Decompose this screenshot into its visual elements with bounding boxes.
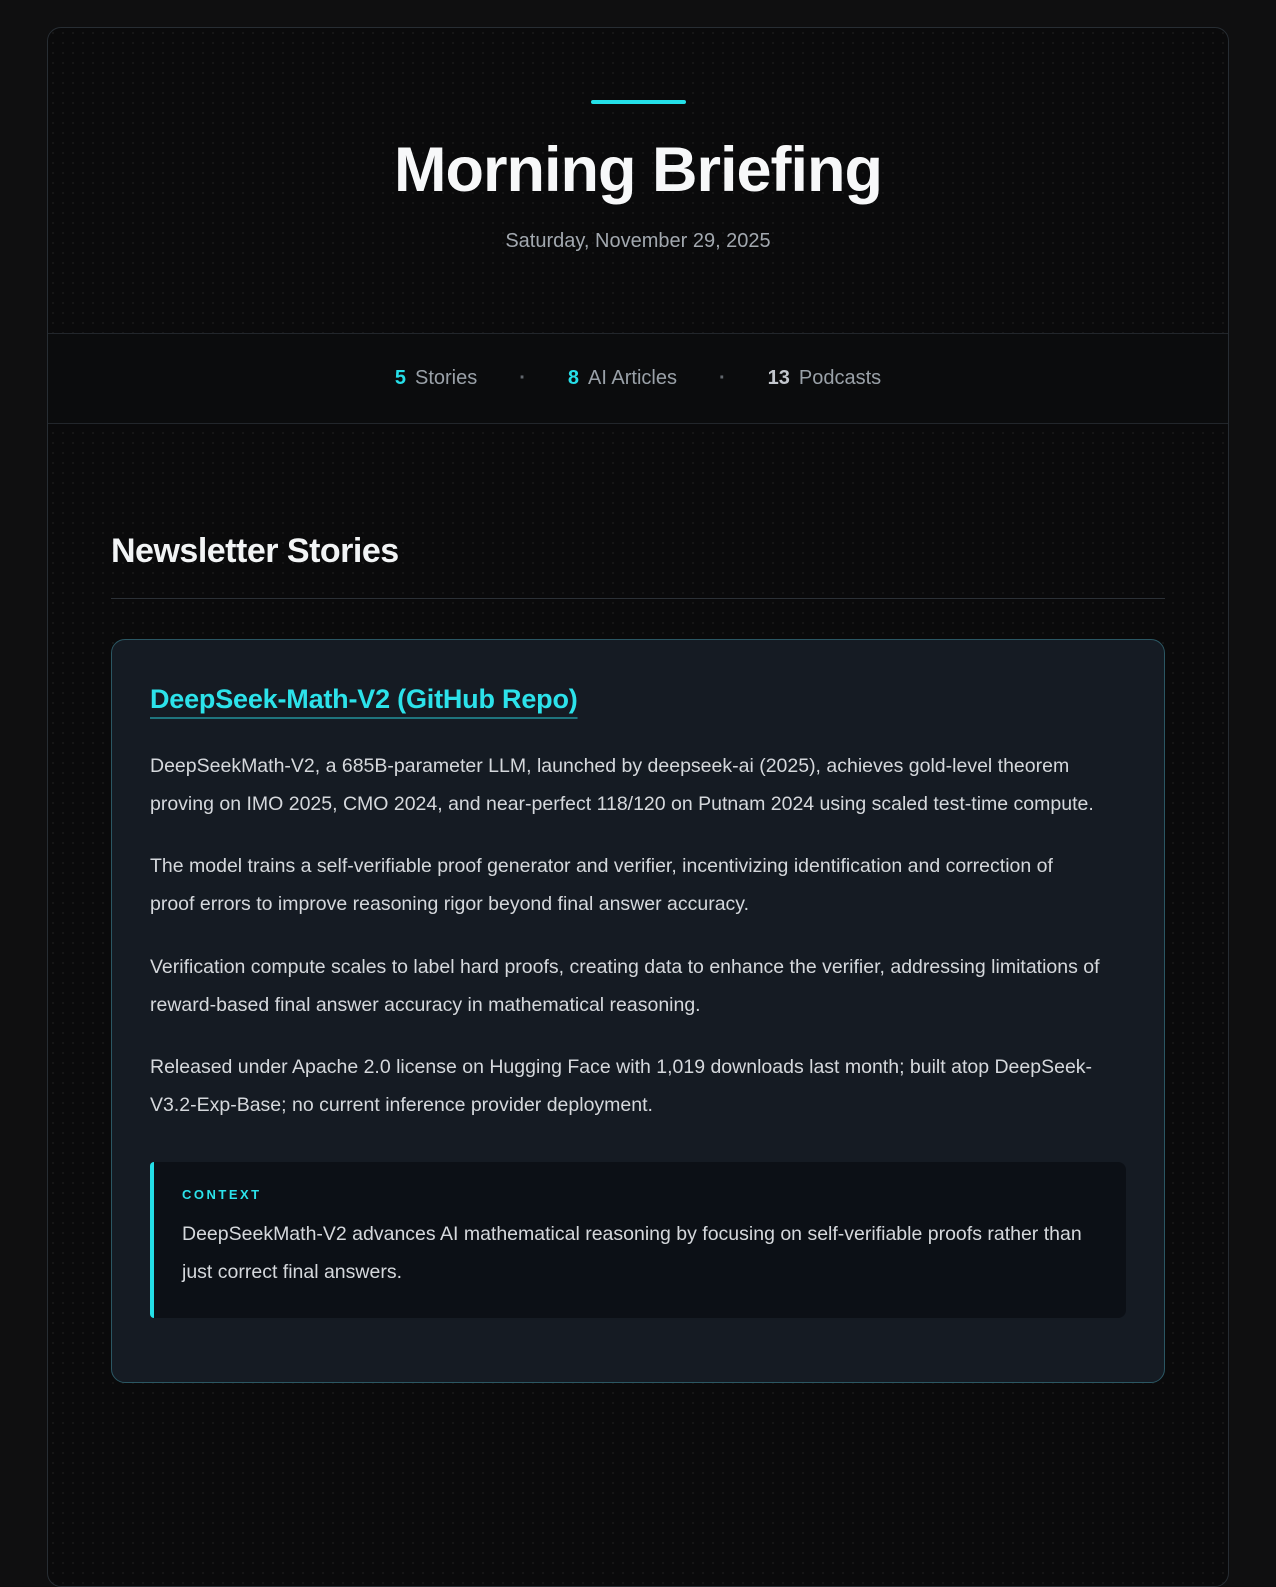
story-paragraph: Verification compute scales to label hard proofs, creating data to enhance the verifier, addressing limitations of reward-based final answer accuracy in mathematical reasoning.: [150, 955, 1100, 1016]
page-title: Morning Briefing: [394, 135, 882, 205]
header: [48, 28, 1228, 333]
context-label: CONTEXT: [182, 1186, 262, 1202]
stat-podcasts-label: Podcasts: [798, 367, 882, 390]
stat-podcasts-value: 13: [767, 367, 790, 390]
stat-stories: [395, 367, 477, 390]
accent-line: [591, 100, 686, 104]
stat-stories-label: Stories: [414, 367, 478, 390]
stat-podcasts: [768, 367, 882, 390]
context-box: [150, 1162, 1126, 1318]
story-paragraph: The model trains a self-verifiable proof generator and verifier, incentivizing identification and correction of proof errors to improve reasoning rigor beyond final answer accuracy.: [150, 855, 1053, 916]
date-text: Saturday, November 29, 2025: [505, 230, 771, 253]
story-title-link[interactable]: DeepSeek-Math-V2 (GitHub Repo): [150, 684, 578, 715]
main-content: [48, 424, 1228, 1382]
section-divider: [111, 598, 1165, 599]
stat-ai-articles-value: 8: [567, 367, 580, 390]
stat-ai-articles-label: AI Articles: [588, 367, 677, 390]
story-paragraph: Released under Apache 2.0 license on Hugging Face with 1,019 downloads last month; built atop DeepSeek-V3.2-Exp-Base; no current inference provider deployment.: [150, 1055, 1093, 1116]
briefing-container: [47, 27, 1229, 1587]
stat-ai-articles: [568, 367, 677, 390]
story-paragraph: DeepSeekMath-V2, a 685B-parameter LLM, launched by deepseek-ai (2025), achieves gold-level theorem proving on IMO 2025, CMO 2024, and near-perfect 118/120 on Putnam 2024 using scaled test-time compute.: [150, 755, 1094, 816]
dot-separator: ·: [519, 367, 526, 390]
dot-separator: ·: [718, 367, 726, 390]
section-title: Newsletter Stories: [111, 532, 399, 571]
stats-bar: [48, 333, 1228, 424]
story-card: [111, 639, 1165, 1382]
stat-stories-value: 5: [394, 367, 406, 390]
context-text: DeepSeekMath-V2 advances AI mathematical reasoning by focusing on self-verifiable proofs rather than just correct final answers.: [182, 1222, 1082, 1283]
